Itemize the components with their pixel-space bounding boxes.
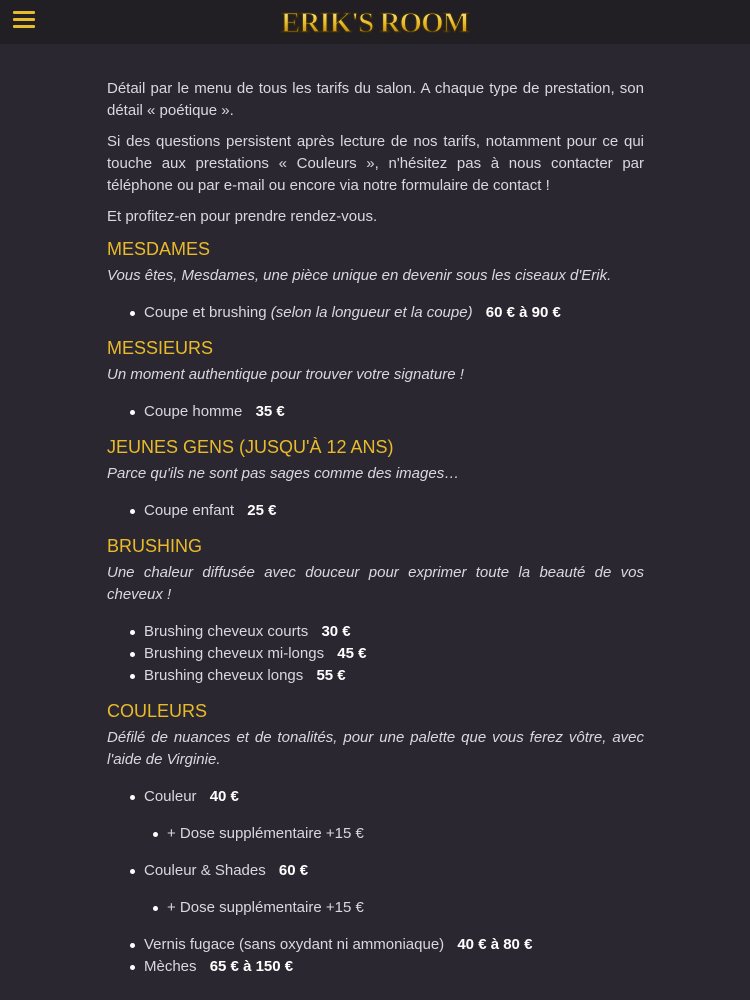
- service-label: Coupe homme: [144, 403, 243, 420]
- price-list: [107, 401, 644, 423]
- service-note: (selon la longueur et la coupe): [270, 304, 473, 321]
- list-item: [144, 665, 644, 687]
- section-tagline: Une chaleur diffusée avec douceur pour exprimer toute la beauté de vos cheveux !: [107, 564, 644, 603]
- sub-list-item: + Dose supplémentaire +15 €: [167, 823, 644, 845]
- intro-paragraph: Détail par le menu de tous les tarifs du salon. A chaque type de prestation, son détail « poétique ».: [107, 80, 644, 119]
- service-price: 45 €: [337, 645, 367, 662]
- service-price: 55 €: [316, 667, 346, 684]
- section-title-brushing: BRUSHING: [107, 536, 203, 556]
- service-price: 60 € à 90 €: [485, 304, 561, 321]
- tariffs-content: [107, 78, 644, 990]
- price-list: [107, 786, 644, 978]
- service-price: 40 € à 80 €: [457, 936, 533, 953]
- price-list: [107, 500, 644, 522]
- list-item: [144, 934, 644, 956]
- section-title-mesdames: MESDAMES: [107, 239, 211, 259]
- list-item: [144, 643, 644, 665]
- list-item: [144, 786, 644, 845]
- intro-paragraph: Si des questions persistent après lecture de nos tarifs, notamment pour ce qui touche aux prestations « Couleurs », n'hésitez pas à nous contacter par téléphone ou par e-mail ou encore via notre formulaire de contact !: [107, 133, 644, 194]
- section-tagline: Un moment authentique pour trouver votre signature !: [107, 366, 464, 383]
- price-list: [107, 302, 644, 324]
- service-price: 65 € à 150 €: [209, 958, 294, 975]
- sub-list-item: + Dose supplémentaire +15 €: [167, 897, 644, 919]
- list-item: [144, 860, 644, 919]
- service-label: Couleur: [144, 788, 197, 805]
- section-title-messieurs: MESSIEURS: [107, 338, 214, 358]
- list-item: [144, 401, 644, 423]
- section-tagline: Défilé de nuances et de tonalités, pour une palette que vous ferez vôtre, avec l'aide de Virginie.: [107, 729, 644, 768]
- service-price: 25 €: [247, 502, 277, 519]
- section-title-jeunes-gens: JEUNES GENS (JUSQU'À 12 ANS): [107, 437, 394, 457]
- intro-paragraph: Et profitez-en pour prendre rendez-vous.: [107, 208, 378, 225]
- service-label: Coupe enfant: [144, 502, 235, 519]
- service-price: 30 €: [321, 623, 351, 640]
- service-price: 35 €: [255, 403, 285, 420]
- service-label: Brushing cheveux mi-longs: [144, 645, 325, 662]
- service-label: Brushing cheveux courts: [144, 623, 309, 640]
- sub-list: [144, 897, 644, 919]
- logo-text: ERIK'S ROOM: [281, 7, 469, 39]
- service-label: Couleur & Shades: [144, 862, 266, 879]
- section-title-couleurs: COULEURS: [107, 701, 208, 721]
- section-tagline: Vous êtes, Mesdames, une pièce unique en devenir sous les ciseaux d'Erik.: [107, 267, 612, 284]
- top-bar: [0, 0, 750, 44]
- list-item: [144, 621, 644, 643]
- list-item: [144, 500, 644, 522]
- service-price: 60 €: [278, 862, 309, 879]
- section-tagline: Parce qu'ils ne sont pas sages comme des images…: [107, 465, 460, 482]
- service-price: 40 €: [209, 788, 239, 805]
- service-label: Vernis fugace (sans oxydant ni ammoniaque): [144, 936, 445, 953]
- service-label: Mèches: [144, 958, 197, 975]
- sub-list: [144, 823, 644, 845]
- list-item: [144, 956, 644, 978]
- service-label: Coupe et brushing: [144, 304, 267, 321]
- hamburger-icon[interactable]: [13, 11, 35, 31]
- price-list: [107, 621, 644, 687]
- service-label: Brushing cheveux longs: [144, 667, 304, 684]
- list-item: [144, 302, 644, 324]
- site-logo[interactable]: [281, 4, 469, 40]
